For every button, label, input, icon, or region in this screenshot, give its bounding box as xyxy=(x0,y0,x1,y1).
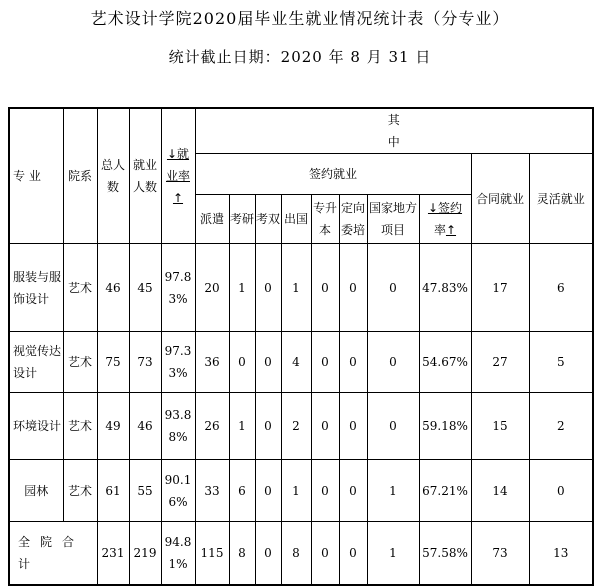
cell-major: 环境设计 xyxy=(9,393,63,460)
header-zhong: 中 xyxy=(387,135,400,149)
cell-employed: 55 xyxy=(129,460,161,522)
cell-sign-rate: 67.21% xyxy=(419,460,471,522)
cell-paiqian: 20 xyxy=(195,244,229,332)
cell-zsb: 0 xyxy=(311,460,339,522)
cell-kaoyan: 1 xyxy=(229,393,255,460)
cell-kaoyan: 0 xyxy=(229,332,255,393)
report-date: 统计截止日期：2020 年 8 月 31 日 xyxy=(168,48,432,66)
cell-total: 231 xyxy=(97,522,129,586)
cell-contract: 27 xyxy=(471,332,529,393)
table-row xyxy=(9,393,593,460)
cell-school: 艺术 xyxy=(63,460,97,522)
cell-total: 75 xyxy=(97,332,129,393)
cell-employed: 219 xyxy=(129,522,161,586)
header-contract: 合同就业 xyxy=(471,154,529,244)
cell-employed: 45 xyxy=(129,244,161,332)
cell-sign-rate: 57.58% xyxy=(419,522,471,586)
header-paiqian: 派遣 xyxy=(195,195,229,244)
header-sign-rate-top: ↓签约 xyxy=(427,201,463,215)
header-dingxiang: 定向委培 xyxy=(339,195,367,244)
cell-nat: 0 xyxy=(367,332,419,393)
cell-contract: 15 xyxy=(471,393,529,460)
cell-chuguo: 4 xyxy=(281,332,311,393)
cell-kaoshuang: 0 xyxy=(255,332,281,393)
header-kaoyan: 考研 xyxy=(229,195,255,244)
cell-school: 艺术 xyxy=(63,244,97,332)
cell-chuguo: 1 xyxy=(281,244,311,332)
cell-contract: 14 xyxy=(471,460,529,522)
cell-paiqian: 36 xyxy=(195,332,229,393)
cell-contract: 73 xyxy=(471,522,529,586)
header-zhuanshengben: 专升本 xyxy=(311,195,339,244)
cell-school: 艺术 xyxy=(63,332,97,393)
cell-school: 艺术 xyxy=(63,393,97,460)
header-flexible: 灵活就业 xyxy=(529,154,593,244)
cell-kaoyan: 1 xyxy=(229,244,255,332)
table-row xyxy=(9,244,593,332)
cell-contract: 17 xyxy=(471,244,529,332)
header-qi: 其 xyxy=(387,113,400,127)
header-total: 总人数 xyxy=(97,108,129,244)
cell-flexible: 13 xyxy=(529,522,593,586)
cell-nat: 1 xyxy=(367,522,419,586)
header-kaoshuang: 考双 xyxy=(255,195,281,244)
cell-zsb: 0 xyxy=(311,244,339,332)
cell-total-label: 全院合计 xyxy=(9,522,97,586)
cell-flexible: 5 xyxy=(529,332,593,393)
header-rate-bottom: ↑ xyxy=(172,191,184,205)
cell-rate: 97.83% xyxy=(161,244,195,332)
cell-kaoyan: 6 xyxy=(229,460,255,522)
header-rate-top: ↓就业率 xyxy=(165,147,190,183)
cell-kaoshuang: 0 xyxy=(255,460,281,522)
header-sign-rate xyxy=(419,195,471,244)
cell-paiqian: 33 xyxy=(195,460,229,522)
cell-kaoshuang: 0 xyxy=(255,522,281,586)
cell-zsb: 0 xyxy=(311,393,339,460)
cell-chuguo: 1 xyxy=(281,460,311,522)
cell-flexible: 2 xyxy=(529,393,593,460)
total-row xyxy=(9,522,593,586)
cell-nat: 0 xyxy=(367,393,419,460)
header-employed: 就业人数 xyxy=(129,108,161,244)
cell-total: 49 xyxy=(97,393,129,460)
cell-rate: 90.16% xyxy=(161,460,195,522)
cell-dx: 0 xyxy=(339,244,367,332)
page-title: 艺术设计学院2020届毕业生就业情况统计表（分专业） xyxy=(90,9,510,28)
cell-paiqian: 26 xyxy=(195,393,229,460)
header-row-1 xyxy=(9,108,593,154)
cell-sign-rate: 59.18% xyxy=(419,393,471,460)
cell-kaoshuang: 0 xyxy=(255,244,281,332)
cell-nat: 1 xyxy=(367,460,419,522)
cell-dx: 0 xyxy=(339,393,367,460)
cell-total: 61 xyxy=(97,460,129,522)
cell-kaoyan: 8 xyxy=(229,522,255,586)
table-row xyxy=(9,460,593,522)
cell-dx: 0 xyxy=(339,522,367,586)
cell-employed: 73 xyxy=(129,332,161,393)
cell-dx: 0 xyxy=(339,332,367,393)
cell-major: 视觉传达设计 xyxy=(9,332,63,393)
cell-nat: 0 xyxy=(367,244,419,332)
header-school: 院系 xyxy=(63,108,97,244)
header-rate xyxy=(161,108,195,244)
cell-total: 46 xyxy=(97,244,129,332)
header-major: 专 业 xyxy=(9,108,63,244)
cell-rate: 97.33% xyxy=(161,332,195,393)
cell-zsb: 0 xyxy=(311,522,339,586)
cell-chuguo: 8 xyxy=(281,522,311,586)
cell-major: 服装与服饰设计 xyxy=(9,244,63,332)
header-qizhong xyxy=(195,108,593,154)
cell-sign-rate: 54.67% xyxy=(419,332,471,393)
cell-chuguo: 2 xyxy=(281,393,311,460)
cell-major: 园林 xyxy=(9,460,63,522)
cell-zsb: 0 xyxy=(311,332,339,393)
cell-dx: 0 xyxy=(339,460,367,522)
cell-flexible: 6 xyxy=(529,244,593,332)
header-chuguo: 出国 xyxy=(281,195,311,244)
cell-flexible: 0 xyxy=(529,460,593,522)
cell-employed: 46 xyxy=(129,393,161,460)
header-sign-rate-bottom: 率↑ xyxy=(433,223,457,237)
cell-rate: 93.88% xyxy=(161,393,195,460)
cell-rate: 94.81% xyxy=(161,522,195,586)
cell-sign-rate: 47.83% xyxy=(419,244,471,332)
cell-paiqian: 115 xyxy=(195,522,229,586)
header-signed: 签约就业 xyxy=(195,154,471,195)
table-row xyxy=(9,332,593,393)
employment-table xyxy=(8,107,594,586)
header-national: 国家地方项目 xyxy=(367,195,419,244)
cell-kaoshuang: 0 xyxy=(255,393,281,460)
